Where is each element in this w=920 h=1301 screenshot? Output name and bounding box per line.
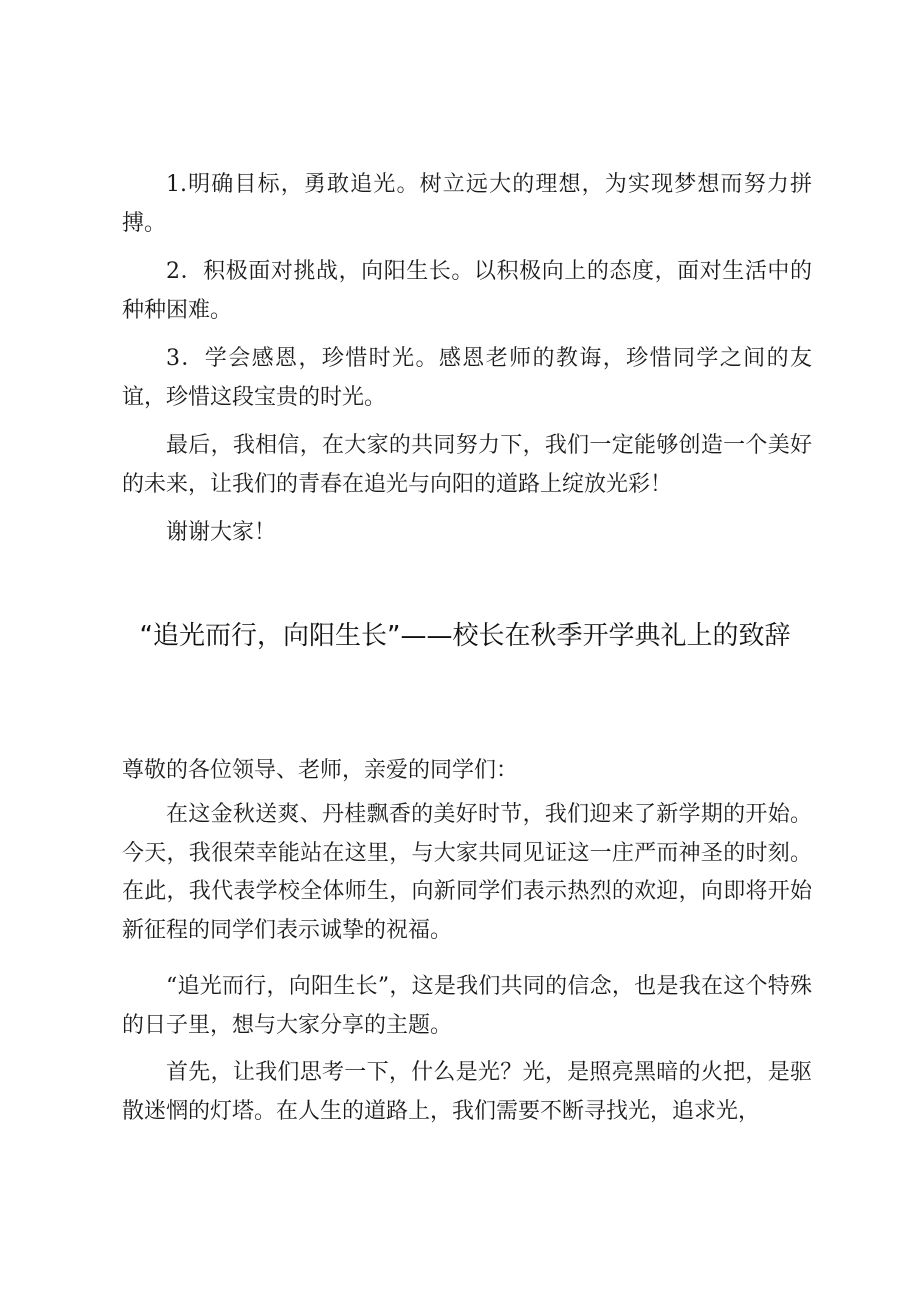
closing-paragraph: 最后，我相信，在大家的共同努力下，我们一定能够创造一个美好的未来，让我们的青春在追光与向阳的道路上绽放光彩！ — [122, 433, 812, 497]
list-item-challenge: 2．积极面对挑战，向阳生长。以积极向上的态度，面对生活中的种种困难。 — [122, 259, 812, 323]
speech-title: “追光而行，向阳生长”——校长在秋季开学典礼上的致辞 — [139, 621, 791, 651]
thanks-line: 谢谢大家！ — [166, 520, 277, 545]
list-item-gratitude: 3．学会感恩，珍惜时光。感恩老师的教诲，珍惜同学之间的友谊，珍惜这段宝贵的时光。 — [122, 346, 812, 410]
body-paragraph-light: 首先，让我们思考一下，什么是光？光，是照亮黑暗的火把，是驱散迷惘的灯塔。在人生的道路上，我们需要不断寻找光，追求光， — [122, 1060, 812, 1124]
body-paragraph-theme: “追光而行，向阳生长”，这是我们共同的信念，也是我在这个特殊的日子里，想与大家分享的主题。 — [122, 974, 812, 1038]
salutation: 尊敬的各位领导、老师，亲爱的同学们： — [122, 758, 519, 783]
body-paragraph-opening: 在这金秋送爽、丹桂飘香的美好时节，我们迎来了新学期的开始。今天，我很荣幸能站在这里，与大家共同见证这一庄严而神圣的时刻。在此，我代表学校全体师生，向新同学们表示热烈的欢迎，向即将开始新征程的同学们表示诚挚的祝福。 — [122, 802, 812, 943]
list-item-goal: 1.明确目标，勇敢追光。树立远大的理想，为实现梦想而努力拼搏。 — [122, 172, 812, 236]
